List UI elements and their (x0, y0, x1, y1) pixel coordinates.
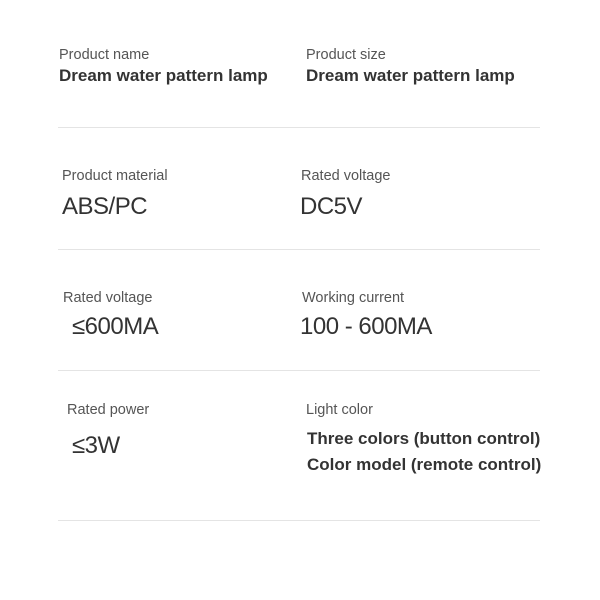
working-current-value: 100 - 600MA (300, 313, 432, 340)
row-divider (58, 127, 540, 128)
rated-power-label: Rated power (67, 402, 150, 418)
product-size-label: Product size (306, 47, 386, 63)
light-color-label: Light color (306, 402, 373, 418)
product-size-value: Dream water pattern lamp (306, 66, 515, 85)
rated-power-value: ≤3W (72, 432, 120, 459)
product-material-value: ABS/PC (62, 193, 148, 220)
row-divider (58, 520, 540, 521)
rated-voltage-2-label: Rated voltage (63, 290, 153, 306)
row-divider (58, 249, 540, 250)
product-name-label: Product name (59, 47, 150, 63)
product-material-label: Product material (62, 168, 168, 184)
working-current-label: Working current (302, 290, 405, 306)
rated-voltage-value: DC5V (300, 193, 363, 220)
product-name-value: Dream water pattern lamp (59, 66, 268, 85)
light-color-value-1: Three colors (button control) (307, 429, 541, 448)
rated-voltage-2-value: ≤600MA (72, 313, 159, 340)
row-divider (58, 370, 540, 371)
light-color-value-2: Color model (remote control) (307, 455, 542, 474)
rated-voltage-label: Rated voltage (301, 168, 391, 184)
